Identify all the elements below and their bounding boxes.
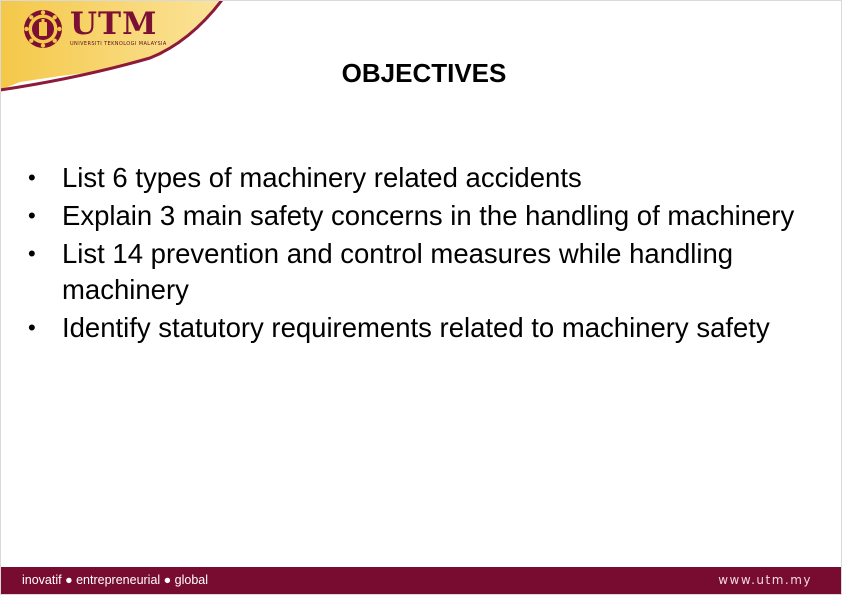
bullet-icon: • [28,203,36,228]
logo-wordmark: UTM [70,6,158,42]
utm-logo [22,6,167,50]
bullet-icon: • [28,241,36,266]
slide-title: OBJECTIVES [341,58,507,88]
objective-item [28,236,818,308]
objective-text: List 14 prevention and control measures while handling machinery [62,238,734,305]
footer-url: www.utm.my [718,573,812,587]
objective-text: Explain 3 main safety concerns in the handling of machinery [62,200,795,231]
footer-tagline: inovatif ● entrepreneurial ● global [22,573,209,587]
objective-item [28,160,818,196]
crest-emblem-icon [22,8,66,50]
footer-bar [0,567,842,595]
objective-text: Identify statutory requirements related to machinery safety [62,312,770,343]
objectives-list [28,160,818,348]
bullet-icon: • [28,315,36,340]
bullet-icon: • [28,165,36,190]
objective-text: List 6 types of machinery related accidents [62,162,582,193]
objective-item [28,310,818,346]
objective-item [28,198,818,234]
logo-subtitle: UNIVERSITI TEKNOLOGI MALAYSIA [70,41,167,47]
